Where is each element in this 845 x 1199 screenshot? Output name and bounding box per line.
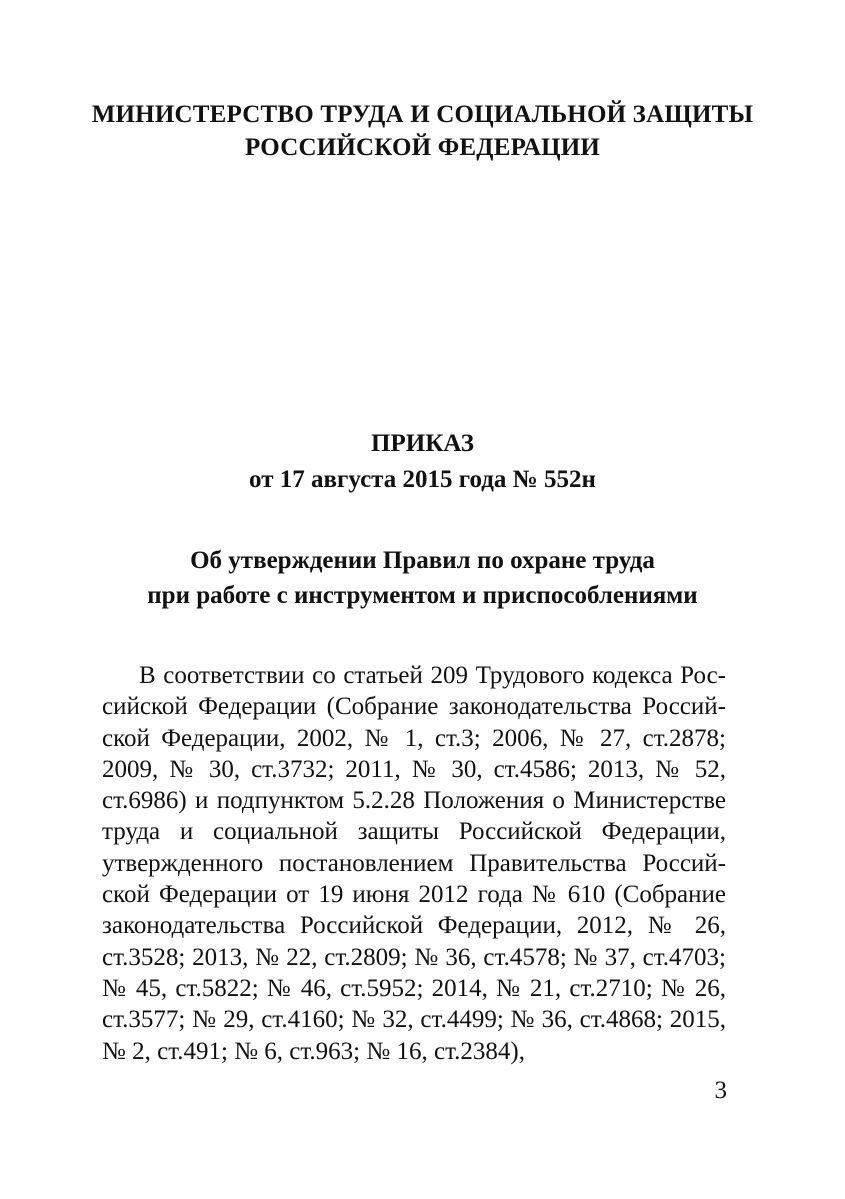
page-number: 3 [714,1077,727,1104]
body-line: труда и социальной защиты Российской Федерации, [102,818,726,846]
order-subject-line-2: при работе с инструментом и приспособлениями [147,582,698,609]
ministry-heading-line-2: РОССИЙСКОЙ ФЕДЕРАЦИИ [244,134,601,161]
body-line: ст.3528; 2013, № 22, ст.2809; № 36, ст.4578; № 37, ст.4703; [102,943,726,971]
ministry-heading [0,98,845,164]
body-line: ской Федерации, 2002, № 1, ст.3; 2006, № 27, ст.2878; [102,724,726,752]
body-line: В соответствии со статьей 209 Трудового кодекса Рос- [139,662,726,689]
body-line: ст.3577; № 29, ст.4160; № 32, ст.4499; № 36, ст.4868; 2015, [102,1006,726,1034]
body-line: ст.6986) и подпунктом 5.2.28 Положения о Министерстве [102,787,726,815]
body-line: № 45, ст.5822; № 46, ст.5952; 2014, № 21, ст.2710; № 26, [102,974,726,1002]
order-date-number: от 17 августа 2015 года № 552н [249,466,596,493]
body-line: ской Федерации от 19 июня 2012 года № 610 (Собрание [102,881,726,909]
order-subject [0,543,845,613]
body-line: сийской Федерации (Собрание законодательства Россий- [102,693,726,721]
order-subject-line-1: Об утверждении Правил по охране труда [190,547,655,574]
body-line: № 2, ст.491; № 6, ст.963; № 16, ст.2384), [102,1037,525,1065]
ministry-heading-line-1: МИНИСТЕРСТВО ТРУДА И СОЦИАЛЬНОЙ ЗАЩИТЫ [91,101,754,128]
order-heading [0,426,845,498]
body-line: утвержденного постановлением Правительства Россий- [102,849,726,877]
order-title: ПРИКАЗ [371,430,474,457]
body-line: 2009, № 30, ст.3732; 2011, № 30, ст.4586; 2013, № 52, [102,755,726,783]
body-paragraph [102,660,726,1067]
body-line: законодательства Российской Федерации, 2012, № 26, [102,912,726,940]
